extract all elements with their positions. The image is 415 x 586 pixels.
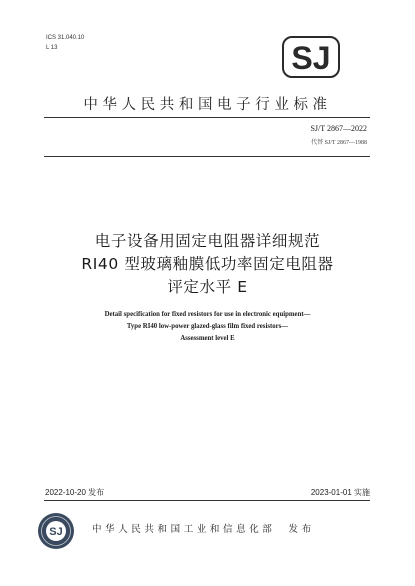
- title-zh-line-3: 评定水平 E: [167, 278, 248, 296]
- implementation-date: 2023-01-01 实施: [310, 488, 370, 497]
- replaced-standard: 代替 SJ/T 2867—1988: [311, 140, 367, 146]
- header-divider: [44, 117, 370, 118]
- issuing-authority: 中华人民共和国工业和信息化部 发布: [92, 524, 315, 535]
- title-en-line-3: Assessment level E: [180, 335, 235, 342]
- footer-divider: [44, 500, 370, 501]
- sj-logo: [282, 36, 340, 78]
- title-en-line-2: Type RI40 low-power glazed-glass film fixed resistors—: [126, 323, 289, 330]
- standard-code: SJ/T 2867—2022: [310, 124, 367, 133]
- logo-text: SJ: [291, 40, 331, 76]
- code-divider: [44, 156, 370, 157]
- ccs-code: L 13: [46, 45, 58, 51]
- standard-category-title: 中华人民共和国电子行业标准: [83, 97, 332, 113]
- issue-date: 2022-10-20 发布: [45, 488, 105, 497]
- title-zh-line-2: RI40 型玻璃釉膜低功率固定电阻器: [81, 255, 334, 273]
- title-zh-line-1: 电子设备用固定电阻器详细规范: [94, 232, 321, 250]
- title-en-line-1: Detail specification for fixed resistors for use in electronic equipment—: [104, 311, 311, 318]
- ics-code: ICS 31.040.10: [46, 35, 85, 41]
- seal-text: SJ: [49, 526, 63, 538]
- seal-icon: [37, 512, 75, 550]
